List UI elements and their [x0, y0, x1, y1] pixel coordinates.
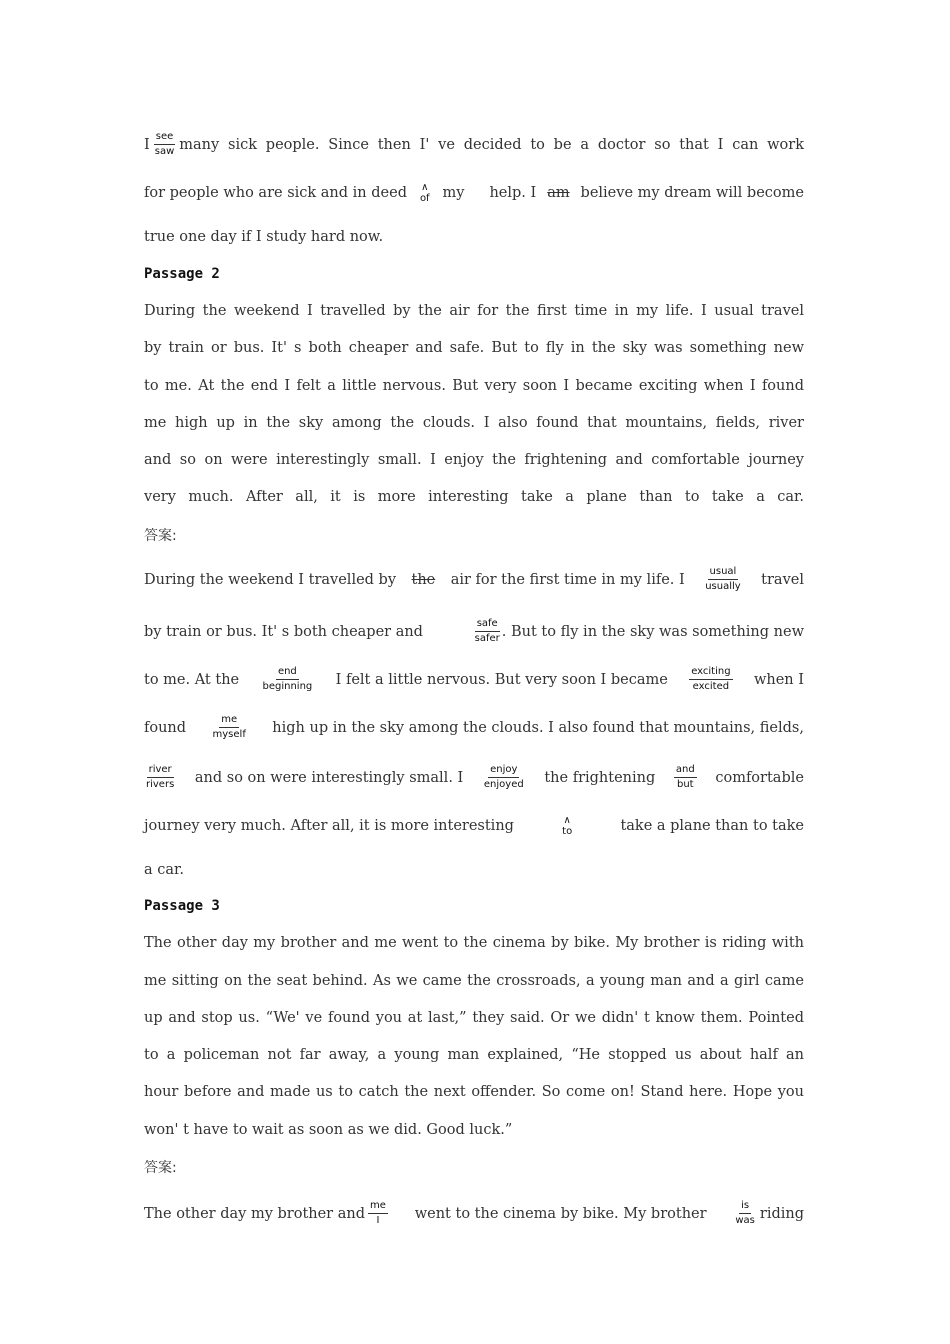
caret-icon: ∧ — [421, 182, 429, 193]
text: to me. At the — [144, 671, 240, 688]
wrong-word: enjoy — [488, 764, 519, 778]
text: take a plane than to take — [620, 818, 804, 834]
correct-word: usually — [705, 581, 741, 592]
inserted-word: to — [562, 826, 573, 837]
text: for people who are sick and in deed — [144, 185, 407, 201]
text: went to the cinema by bike. My brother — [414, 1205, 707, 1222]
correct-word: enjoyed — [483, 779, 524, 790]
text: found — [144, 719, 187, 736]
insert-mark — [420, 182, 430, 204]
text: believe my dream will become — [580, 185, 804, 201]
correct-word: safer — [474, 633, 500, 644]
deleted-word: am — [547, 185, 570, 201]
p3-line — [144, 1008, 804, 1028]
p3-line — [144, 933, 804, 953]
correct-word: excited — [692, 681, 730, 692]
insert-mark — [562, 815, 572, 837]
p2-line — [144, 301, 804, 321]
p2-line — [144, 338, 804, 358]
text: and so on were interestingly small. I — [194, 769, 464, 786]
text: comfortable — [715, 769, 804, 786]
correction-fraction — [703, 566, 743, 593]
correction-fraction — [153, 131, 177, 158]
wrong-word: end — [276, 666, 299, 680]
caret-icon: ∧ — [563, 815, 571, 826]
wrong-word: me — [368, 1200, 388, 1214]
p2-answer-line-2 — [144, 618, 804, 645]
text: to a policeman not far away, a young man explained, “He stopped us about half an — [144, 1047, 804, 1063]
deleted-word: the — [411, 571, 436, 588]
text: I — [144, 136, 150, 153]
text: to me. At the end I felt a little nervous. But very soon I became exciting when I found — [144, 378, 804, 394]
correct-word: myself — [212, 729, 246, 740]
passage-2-heading: Passage 2 — [144, 266, 220, 282]
p1-line-2 — [144, 182, 804, 204]
p3-line — [144, 971, 804, 991]
p2-answer-line-7 — [144, 860, 804, 880]
correction-fraction — [473, 618, 502, 645]
wrong-word: river — [147, 764, 174, 778]
wrong-word: exciting — [689, 666, 732, 680]
text: many sick people. Since then I' ve decided to be a doctor so that I can work — [179, 136, 804, 153]
wrong-word: safe — [475, 618, 500, 632]
answer-label: 答案: — [144, 1160, 177, 1176]
wrong-word: me — [219, 714, 239, 728]
inserted-word: of — [419, 193, 430, 204]
answer-label: 答案: — [144, 528, 177, 544]
text: won' t have to wait as soon as we did. Good luck.” — [144, 1122, 513, 1138]
text: I felt a little nervous. But very soon I became — [335, 671, 668, 688]
correction-fraction — [733, 1200, 757, 1227]
text: up and stop us. “We' ve found you at last,” they said. Or we didn' t know them. Pointed — [144, 1010, 804, 1026]
p2-line — [144, 487, 804, 507]
passage-3-heading: Passage 3 — [144, 898, 220, 914]
text: journey very much. After all, it is more interesting — [144, 818, 514, 834]
text: high up in the sky among the clouds. I also found that mountains, fields, — [272, 719, 804, 736]
correct-word: but — [677, 779, 694, 790]
text: my — [442, 185, 465, 201]
text: when I — [753, 671, 804, 688]
wrong-word: is — [739, 1200, 751, 1214]
p3-line — [144, 1120, 804, 1140]
text: air for the first time in my life. I — [450, 571, 685, 588]
p2-line — [144, 450, 804, 470]
text: . But to fly in the sky was something new — [501, 623, 804, 640]
text: me sitting on the seat behind. As we came the crossroads, a young man and a girl came — [144, 973, 804, 989]
correction-fraction — [211, 714, 248, 741]
text: help. I — [489, 185, 537, 201]
text: by train or bus. It' s both cheaper and — [144, 623, 423, 640]
p2-line — [144, 376, 804, 396]
correct-word: saw — [154, 146, 175, 157]
text: the frightening — [544, 769, 656, 786]
p2-answer-line-5 — [144, 764, 804, 791]
correction-fraction — [368, 1200, 388, 1227]
p3-line — [144, 1082, 804, 1102]
correction-fraction — [674, 764, 697, 791]
p3-line — [144, 1045, 804, 1065]
p2-answer-line-4 — [144, 714, 804, 741]
text: true one day if I study hard now. — [144, 229, 384, 245]
text: riding — [759, 1205, 804, 1222]
wrong-word: see — [154, 131, 176, 145]
text: The other day my brother and — [144, 1205, 365, 1222]
correction-fraction — [260, 666, 314, 693]
p2-answer-line-1 — [144, 566, 804, 593]
p2-answer-line-3 — [144, 666, 804, 693]
wrong-word: and — [674, 764, 697, 778]
correction-fraction — [689, 666, 732, 693]
text: by train or bus. It' s both cheaper and safe. But to fly in the sky was something new — [144, 340, 804, 356]
text: travel — [761, 571, 804, 588]
correct-word: rivers — [146, 779, 175, 790]
wrong-word: usual — [708, 566, 739, 580]
text: me high up in the sky among the clouds. I also found that mountains, fields, river — [144, 415, 804, 431]
text: very much. After all, it is more interesting take a plane than to take a car. — [144, 489, 804, 505]
p1-line-1 — [144, 131, 804, 158]
text: During the weekend I travelled by — [144, 571, 397, 588]
p1-line-3 — [144, 227, 804, 247]
text: a car. — [144, 862, 184, 878]
text: The other day my brother and me went to the cinema by bike. My brother is riding with — [144, 935, 804, 951]
correct-word: was — [735, 1215, 755, 1226]
p2-answer-line-6 — [144, 815, 804, 837]
correct-word: beginning — [262, 681, 313, 692]
p3-answer-line-1 — [144, 1200, 804, 1227]
text: During the weekend I travelled by the air for the first time in my life. I usual travel — [144, 303, 804, 319]
text: and so on were interestingly small. I enjoy the frightening and comfortable journey — [144, 452, 804, 468]
text: hour before and made us to catch the next offender. So come on! Stand here. Hope you — [144, 1084, 804, 1100]
p2-line — [144, 413, 804, 433]
correction-fraction — [482, 764, 526, 791]
correction-fraction — [144, 764, 176, 791]
correct-word: I — [376, 1215, 380, 1226]
